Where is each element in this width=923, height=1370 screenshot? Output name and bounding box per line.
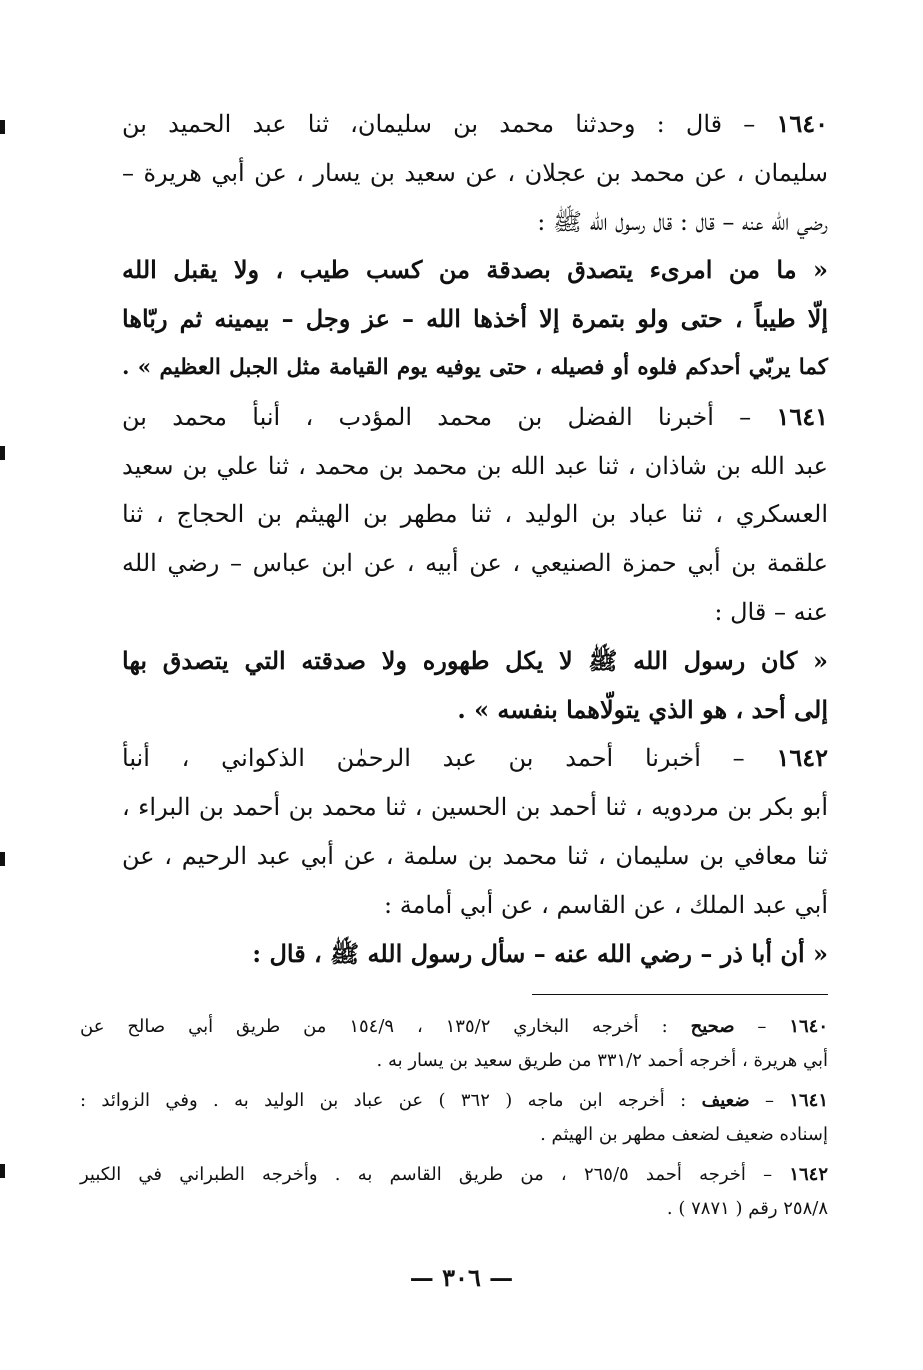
hadith-text [122,100,828,978]
footnote-number: ١٦٤١ [789,1090,829,1111]
footnote-line: ١٦٤٠ – صحيح : أخرجه البخاري ١٣٥/٢ ، ١٥٤/٩ من طريق أبي صالح عن [80,1016,828,1037]
text-line: أبي عبد الملك ، عن القاسم ، عن أبي أمامة : [383,890,828,919]
page-number: — ٣٠٦ — [409,1263,514,1292]
footnote-number: ١٦٤٢ [789,1164,828,1185]
hadith-quote-line: إلى أحد ، هو الذي يتولّاهما بنفسه » . [457,694,828,724]
text-line: علقمة بن أبي حمزة الصنيعي ، عن أبيه ، عن ابن عباس – رضي الله [122,549,828,578]
hadith-quote-line: « كان رسول الله ﷺ لا يكل طهوره ولا صدقته التي يتصدق بها [122,645,828,675]
text-line: عبد الله بن شاذان ، ثنا عبد الله بن محمد بن محمد ، ثنا علي بن سعيد [122,451,828,480]
text-line: ١٦٤٢ – أخبرنا أحمد بن عبد الرحمٰن الذكواني ، أنبأ [122,743,828,773]
text-line: رضي الله عنه – قال : قال رسول الله ﷺ : [537,207,828,236]
scan-edge-mark [0,852,5,866]
scan-edge-mark [0,120,5,134]
footnote-grade: صحيح [690,1016,735,1037]
hadith-quote-line: « أن أبا ذر – رضي الله عنه – سأل رسول الله ﷺ ، قال : [252,938,828,968]
text-line: ١٦٤١ – أخبرنا الفضل بن محمد المؤدب ، أنبأ محمد بن [122,401,828,431]
text-line: أبو بكر بن مردويه ، ثنا أحمد بن الحسين ، ثنا محمد بن أحمد بن البراء ، [122,793,828,822]
hadith-quote-line: كما يربّي أحدكم فلوه أو فصيله ، حتى يوفيه يوم القيامة مثل الجبل العظيم » . [122,354,828,380]
hadith-quote-line: « ما من امرىء يتصدق بصدقة من كسب طيب ، ولا يقبل الله [122,255,828,285]
footnote-line: ٢٥٨/٨ رقم ( ٧٨٧١ ) . [666,1198,828,1219]
footnote-number: ١٦٤٠ [789,1016,828,1037]
footnote-line: ١٦٤٢ – أخرجه أحمد ٢٦٥/٥ ، من طريق القاسم به . وأخرجه الطبراني في الكبير [80,1164,828,1185]
hadith-number: ١٦٤١ [776,401,828,431]
footnote-line: إسناده ضعيف لضعف مطهر بن الهيثم . [540,1124,828,1145]
text-line: عنه – قال : [714,597,828,626]
footnote-line: أبي هريرة ، أخرجه أحمد ٣٣١/٢ من طريق سعيد بن يسار به . [376,1050,828,1071]
scan-edge-mark [0,1164,5,1178]
hadith-quote-line: إلّا طيباً ، حتى ولو بتمرة إلا أخذها الله – عز وجل – بيمينه ثم ربّاها [122,304,828,334]
scan-edge-mark [0,446,5,460]
text-line: سليمان ، عن محمد بن عجلان ، عن سعيد بن يسار ، عن أبي هريرة – [122,158,828,187]
footnote-line: ١٦٤١ – ضعيف : أخرجه ابن ماجه ( ٣٦٢ ) عن عباد بن الوليد به . وفي الزوائد : [80,1090,829,1111]
hadith-number: ١٦٤٢ [776,743,828,773]
text-line: ١٦٤٠ – قال : وحدثنا محمد بن سليمان، ثنا عبد الحميد بن [122,109,828,138]
text-line: ثنا معافي بن سليمان ، ثنا محمد بن سلمة ، عن أبي عبد الرحيم ، عن [122,841,828,870]
hadith-number: ١٦٤٠ [776,109,828,138]
footnotes [80,1010,828,1226]
footnote-separator [532,994,828,995]
text-line: العسكري ، ثنا عباد بن الوليد ، ثنا مطهر بن الهيثم بن الحجاج ، ثنا [122,500,828,529]
footnote-grade: ضعيف [701,1090,750,1111]
